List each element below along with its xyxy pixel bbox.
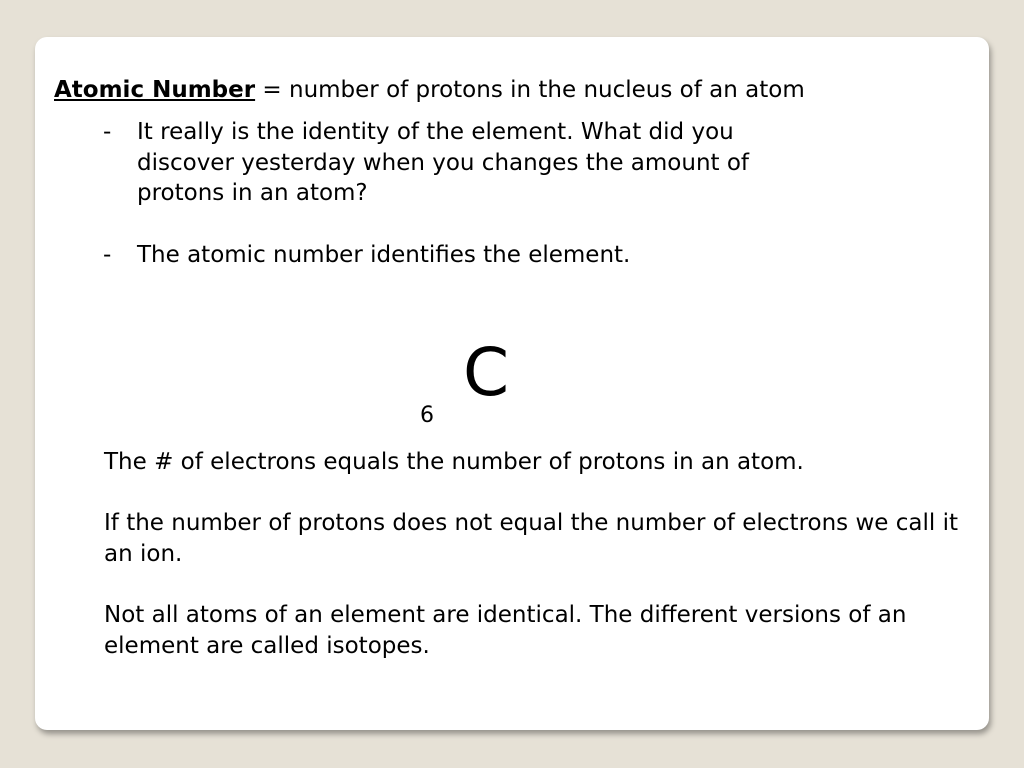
bullet-list [103, 117, 823, 270]
bullet-text: The atomic number identifies the element. [137, 241, 631, 268]
bullet-dash: - [103, 119, 112, 145]
element-symbol: C [463, 334, 510, 411]
paragraph-isotopes: Not all atoms of an element are identical. The different versions of an element are called isotopes. [104, 602, 907, 659]
bullet-text: It really is the identity of the element. What did you discover yesterday when you changes the amount of protons in an atom? [137, 119, 750, 206]
slide [35, 37, 989, 730]
bullet-dash: - [103, 241, 112, 268]
bullet-item [103, 240, 823, 271]
bullet-item [103, 117, 823, 209]
atomic-number-term: Atomic Number [54, 77, 256, 103]
paragraph-electrons: The # of electrons equals the number of protons in an atom. [104, 449, 804, 475]
element-atomic-number: 6 [420, 403, 434, 428]
atomic-number-definition: = number of protons in the nucleus of an atom [255, 77, 805, 103]
slide-heading [54, 75, 805, 105]
paragraph-ion: If the number of protons does not equal the number of electrons we call it an ion. [104, 510, 958, 567]
